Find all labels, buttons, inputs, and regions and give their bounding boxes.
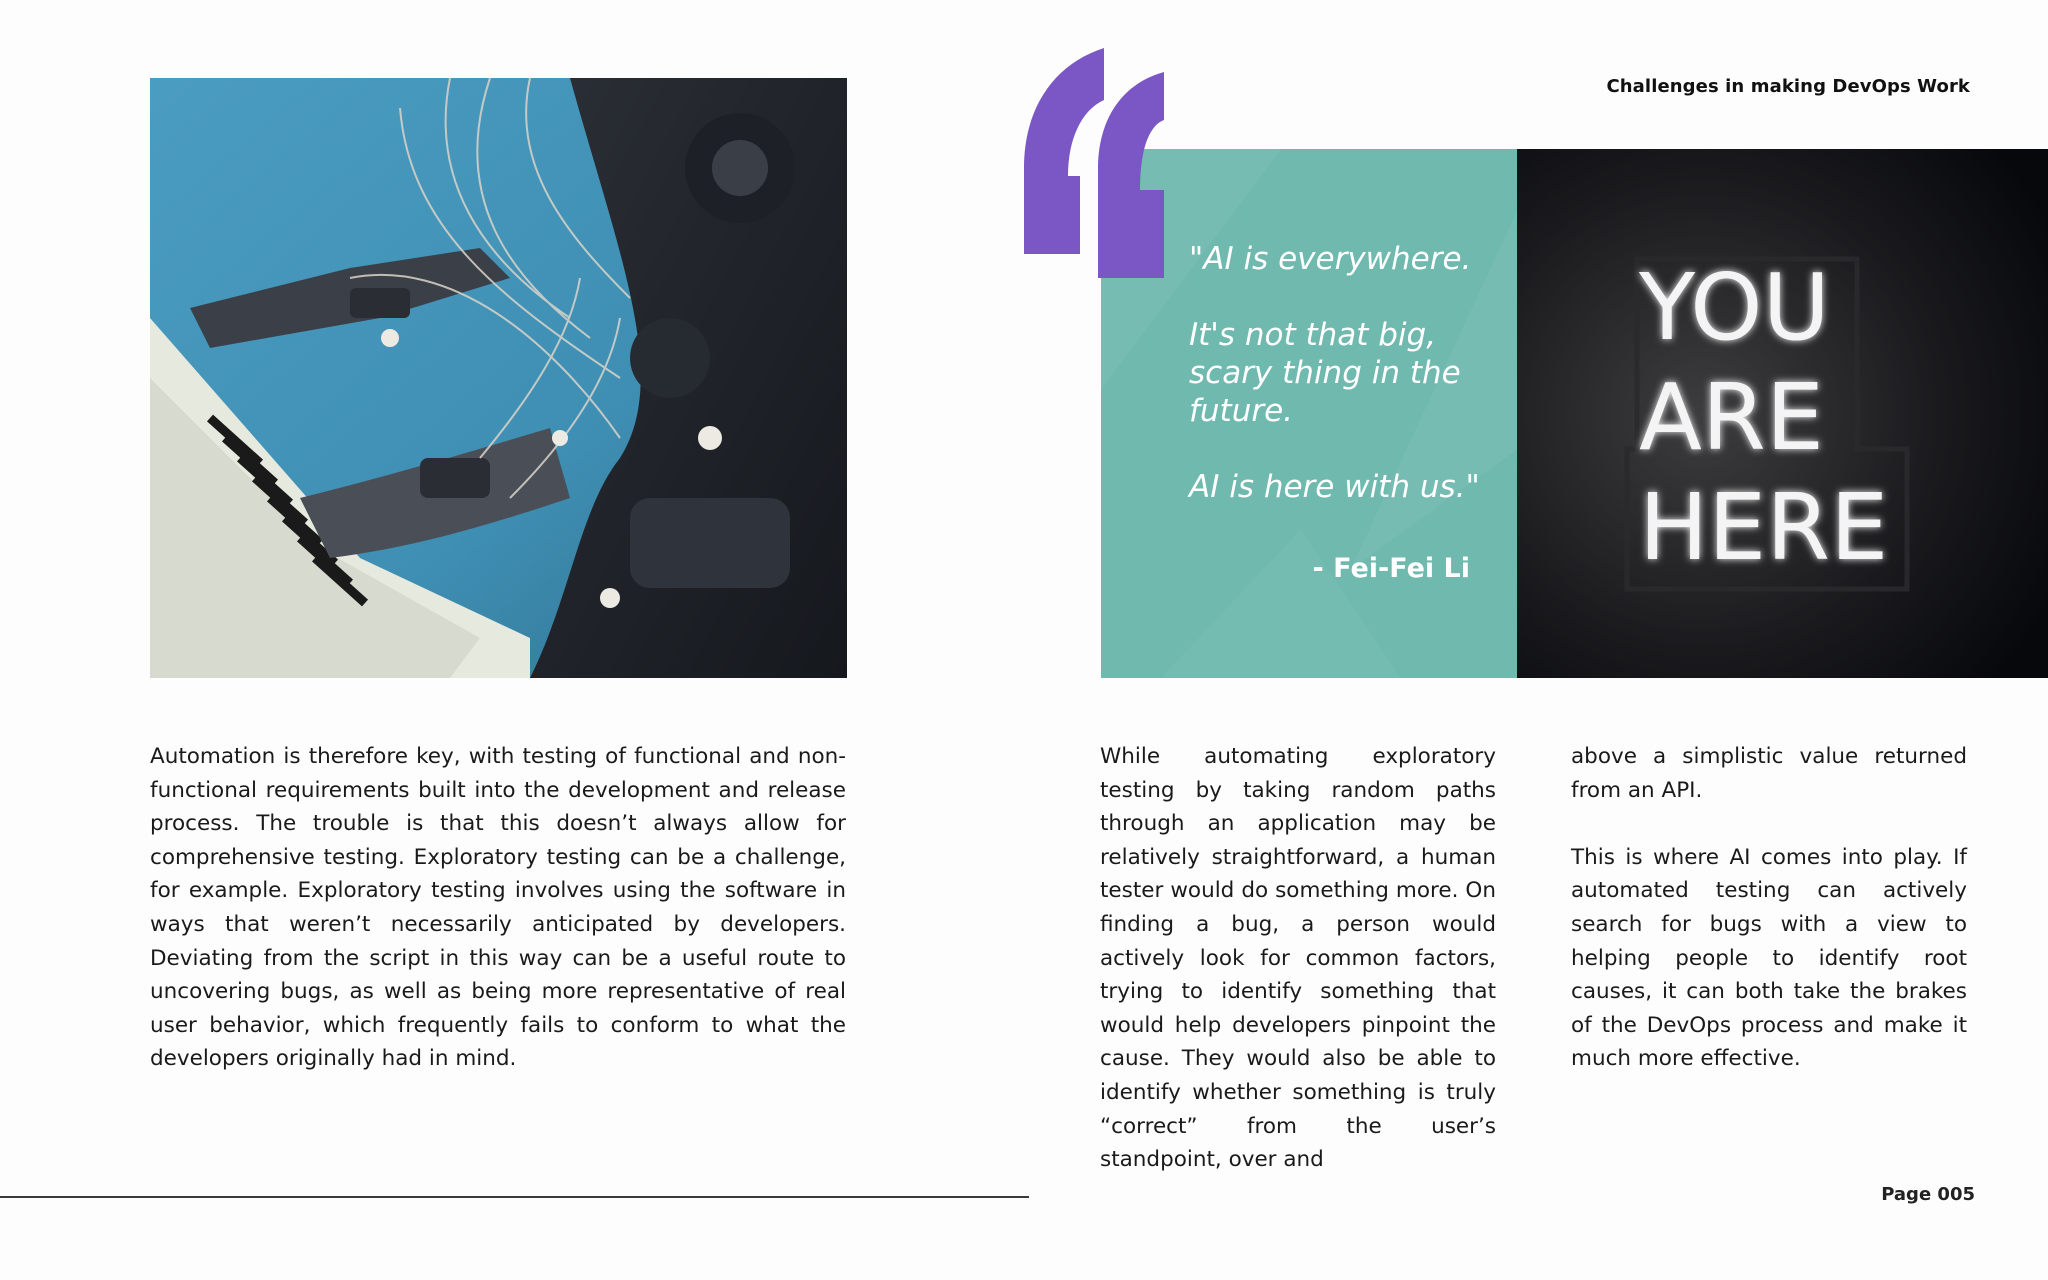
neon-line-1: YOU <box>1639 254 1830 361</box>
page-number: Page 005 <box>1881 1184 1975 1205</box>
neon-line-2: ARE <box>1639 364 1824 471</box>
body-text-middle: While automating exploratory testing by taking random paths through an application may be relatively straightforward, a human tester would do something more. On finding a bug, a person would actively look for common factors, trying to identify something that would help developers pinpoint the cause. They would also be able to identify whether something is truly “correct” from the user’s standpoint, over and <box>1100 744 1496 1173</box>
robot-piano-photo <box>150 78 847 678</box>
quote-text: "AI is everywhere. It's not that big, scary thing in the future. AI is here with us." <box>1189 241 1480 505</box>
body-text-left: Automation is therefore key, with testing of functional and non-functional requirements built into the development and release process. The trouble is that this doesn’t always allow for comprehensive testing. Exploratory testing can be a challenge, for example. Exploratory testing involves using the software in ways that weren’t necessarily anticipated by developers. Deviating from the script in this way can be a useful route to uncovering bugs, as well as being more representative of real user behavior, which frequently fails to conform to what the developers originally had in mind. <box>150 744 846 1072</box>
quote-mark-icon <box>1022 48 1166 280</box>
neon-sign-photo <box>1517 149 2048 678</box>
body-text-right-p2: This is where AI comes into play. If automated testing can actively search for bugs with a view to helping people to identify root causes, it can both take the brakes of the DevOps process and make it much more effective. <box>1571 844 1967 1072</box>
footer-divider <box>0 1196 1029 1198</box>
body-text-right <box>1571 740 1967 1110</box>
quote-author: - Fei-Fei Li <box>1312 553 1470 584</box>
header-title: Challenges in making DevOps Work <box>1606 76 1970 97</box>
body-text-right-p1: above a simplistic value returned from an API. <box>1571 744 1967 803</box>
neon-line-3: HERE <box>1639 474 1889 581</box>
